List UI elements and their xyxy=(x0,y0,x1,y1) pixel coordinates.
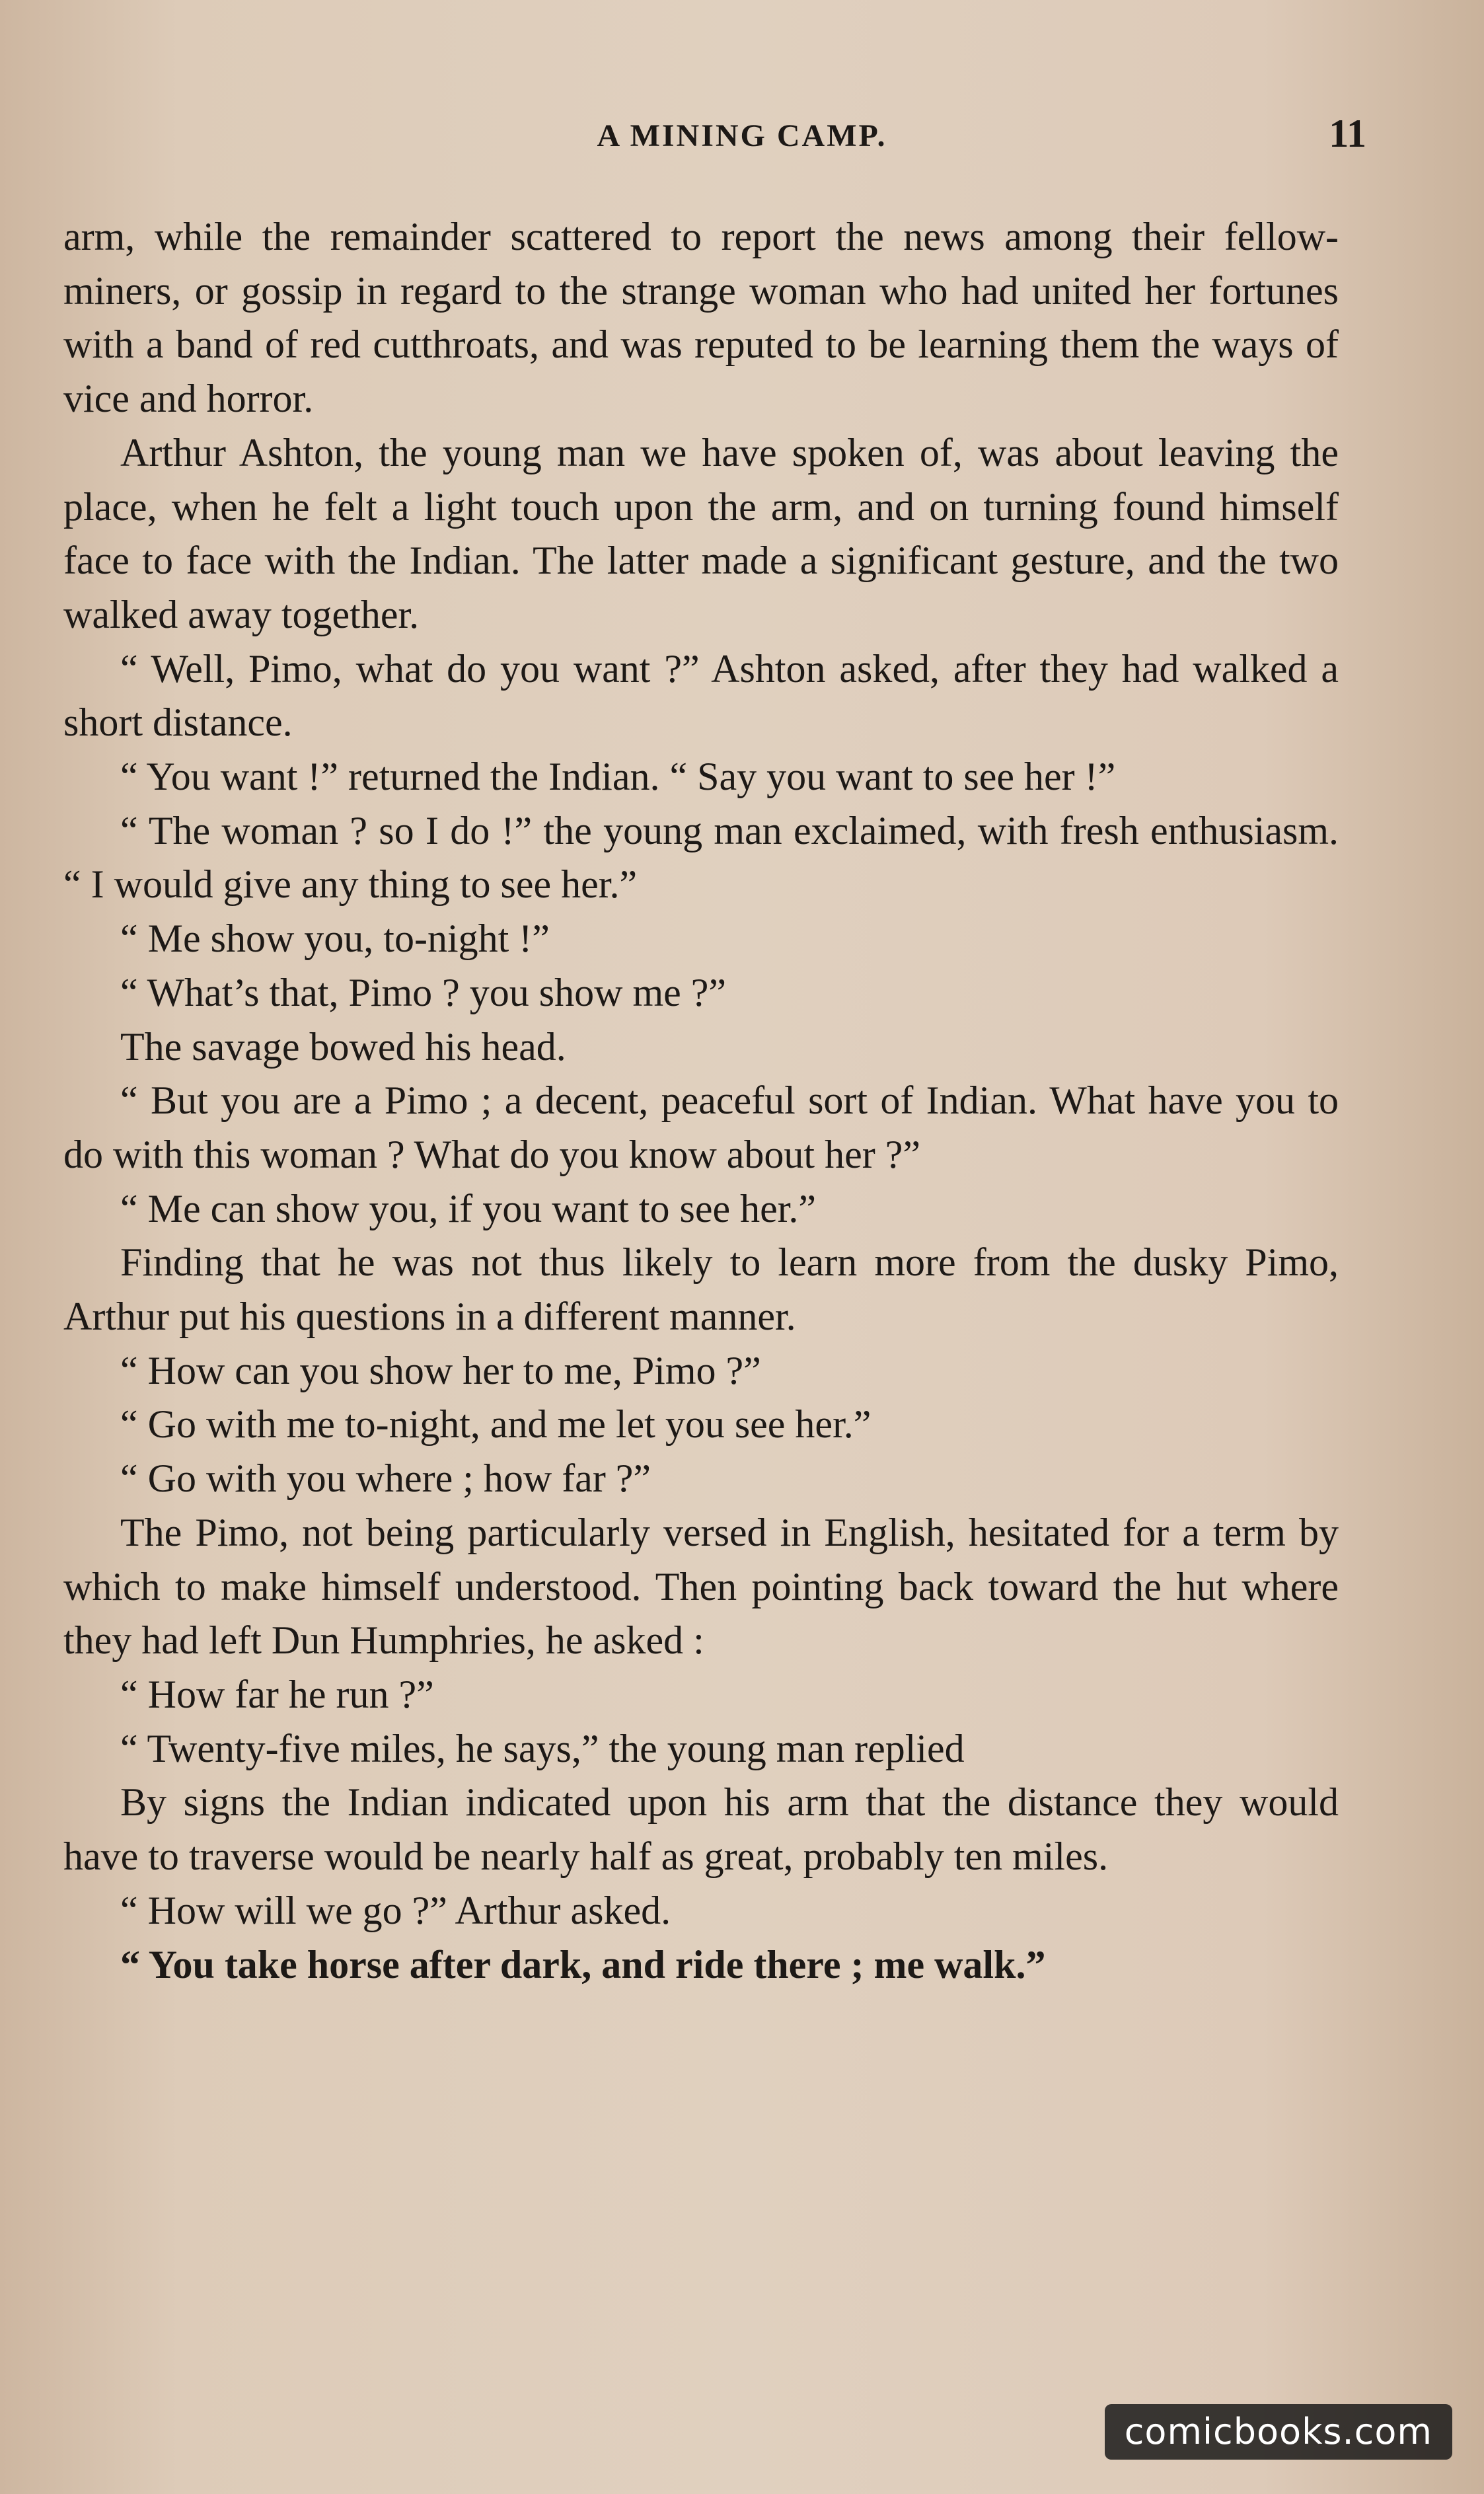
paragraph: “ Me can show you, if you want to see her.” xyxy=(120,1186,817,1230)
paragraph: “ How can you show her to me, Pimo ?” xyxy=(120,1348,761,1392)
page-number: 11 xyxy=(1329,112,1366,155)
paragraph: arm, while the remainder scattered to report the news among their fellow-miners, or gossip in regard to the strange woman who had united her fortunes with a band of red cutthroats, and was reputed to be learning them the ways of vice and horror. xyxy=(63,215,1339,421)
paragraph: “ What’s that, Pimo ? you show me ?” xyxy=(120,970,727,1014)
paragraph: “ How will we go ?” Arthur asked. xyxy=(120,1888,671,1932)
paragraph: “ How far he run ?” xyxy=(120,1672,434,1716)
paragraph: The savage bowed his head. xyxy=(120,1024,566,1069)
paragraph: Finding that he was not thus likely to learn more from the dusky Pimo, Arthur put his questions in a different manner. xyxy=(63,1240,1339,1339)
paragraph: “ The woman ? so I do !” the young man exclaimed, with fresh enthusiasm. “ I would give any thing to see her.” xyxy=(63,808,1339,907)
paragraph: The Pimo, not being particularly versed in English, hesitated for a term by which to make himself understood. Then pointing back toward the hut where they had left Dun Humphries, he asked : xyxy=(63,1510,1339,1663)
paragraph: “ Twenty-five miles, he says,” the young man replied xyxy=(120,1726,965,1770)
page-header xyxy=(63,111,1421,164)
paragraph: “ But you are a Pimo ; a decent, peaceful sort of Indian. What have you to do with this woman ? What do you know about her ?” xyxy=(63,1078,1339,1176)
paragraph: By signs the Indian indicated upon his arm that the distance they would have to traverse would be nearly half as great, probably ten miles. xyxy=(63,1780,1339,1879)
body-text xyxy=(63,210,1339,1992)
paragraph: “ You take horse after dark, and ride there ; me walk.” xyxy=(120,1942,1046,1986)
paragraph: “ Go with you where ; how far ?” xyxy=(120,1456,651,1501)
paragraph: Arthur Ashton, the young man we have spoken of, was about leaving the place, when he felt a light touch upon the arm, and on turning found himself face to face with the Indian. The latter made a significant gesture, and the two walked away together. xyxy=(63,430,1339,636)
watermark: comicbooks.com xyxy=(1105,2404,1452,2460)
paragraph: “ Me show you, to-night !” xyxy=(120,917,550,961)
running-title: A MINING CAMP. xyxy=(597,118,887,153)
paragraph: “ Go with me to-night, and me let you see her.” xyxy=(120,1402,872,1447)
paragraph: “ You want !” returned the Indian. “ Say you want to see her !” xyxy=(120,755,1116,799)
paragraph: “ Well, Pimo, what do you want ?” Ashton asked, after they had walked a short distance. xyxy=(63,646,1339,745)
